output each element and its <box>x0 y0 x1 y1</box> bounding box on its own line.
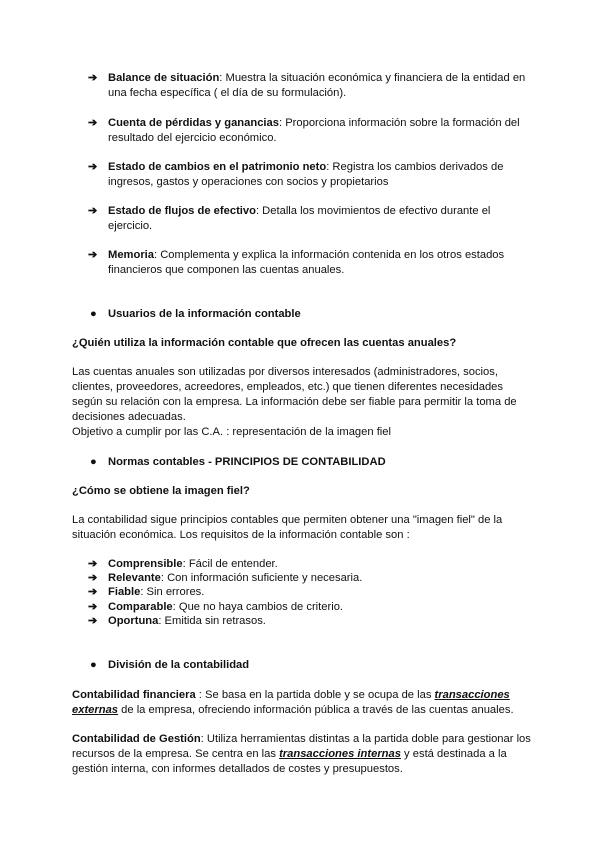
arrow-icon: ➔ <box>88 117 98 129</box>
arrow-icon: ➔ <box>88 72 98 84</box>
bullet-icon: ● <box>90 308 97 320</box>
bullet-icon: ● <box>90 456 97 468</box>
requirement-item: ➔ Oportuna: Emitida sin retrasos. <box>88 615 266 627</box>
arrow-icon: ➔ <box>88 572 98 584</box>
paragraph-principles: La contabilidad sigue principios contables que permiten obtener una "imagen fiel" de la situación económica. Los requisitos de la información contable son : <box>72 514 503 541</box>
requirement-item: ➔ Comparable: Que no haya cambios de criterio. <box>88 601 344 613</box>
section-heading-users: ● Usuarios de la información contable <box>90 308 301 320</box>
objective-line: Objetivo a cumplir por las C.A. : representación de la imagen fiel <box>72 426 391 438</box>
section-heading-norms: ● Normas contables - PRINCIPIOS DE CONTABILIDAD <box>90 456 386 468</box>
statement-cash-flows: ➔ Estado de flujos de efectivo: Detalla los movimientos de efectivo durante el ejercicio. <box>88 205 491 232</box>
question-true-image: ¿Cómo se obtiene la imagen fiel? <box>72 485 250 497</box>
paragraph-users: Las cuentas anuales son utilizadas por diversos interesados (administradores, socios, clientes, proveedores, acreedores, empleados, etc.) que tienen diferentes necesidades según su relación con la empresa. La información debe ser fiable para permitir la toma de decisiones adecuadas. <box>72 366 517 423</box>
arrow-icon: ➔ <box>88 558 98 570</box>
question-users: ¿Quién utiliza la información contable que ofrecen las cuentas anuales? <box>72 337 457 349</box>
paragraph-financial-accounting: Contabilidad financiera : Se basa en la partida doble y se ocupa de las transacciones externas de la empresa, ofreciendo información pública a través de las cuentas anuales. <box>72 689 514 716</box>
arrow-icon: ➔ <box>88 161 98 173</box>
requirement-item: ➔ Comprensible: Fácil de entender. <box>88 558 278 570</box>
arrow-icon: ➔ <box>88 601 98 613</box>
statement-memoria: ➔ Memoria: Complementa y explica la información contenida en los otros estados financieros que componen las cuentas anuales. <box>88 249 505 276</box>
arrow-icon: ➔ <box>88 249 98 261</box>
bullet-icon: ● <box>90 659 97 671</box>
requirement-item: ➔ Relevante: Con información suficiente y necesaria. <box>88 572 363 584</box>
arrow-icon: ➔ <box>88 205 98 217</box>
requirement-item: ➔ Fiable: Sin errores. <box>88 586 205 598</box>
statement-equity-changes: ➔ Estado de cambios en el patrimonio neto: Registra los cambios derivados de ingresos, gastos y operaciones con socios y propietarios <box>88 161 504 188</box>
statement-profit-loss: ➔ Cuenta de pérdidas y ganancias: Proporciona información sobre la formación del resultado del ejercicio económico. <box>88 117 520 144</box>
paragraph-management-accounting: Contabilidad de Gestión: Utiliza herramientas distintas a la partida doble para gestionar los recursos de la empresa. Se centra en las transacciones internas y está destinada a la gestión interna, con informes detallados de costes y presupuestos. <box>72 733 531 775</box>
arrow-icon: ➔ <box>88 586 98 598</box>
section-heading-division: ● División de la contabilidad <box>90 659 250 671</box>
statement-balance: ➔ Balance de situación: Muestra la situación económica y financiera de la entidad en una fecha específica ( el día de su formulación). <box>88 72 526 99</box>
arrow-icon: ➔ <box>88 615 98 627</box>
